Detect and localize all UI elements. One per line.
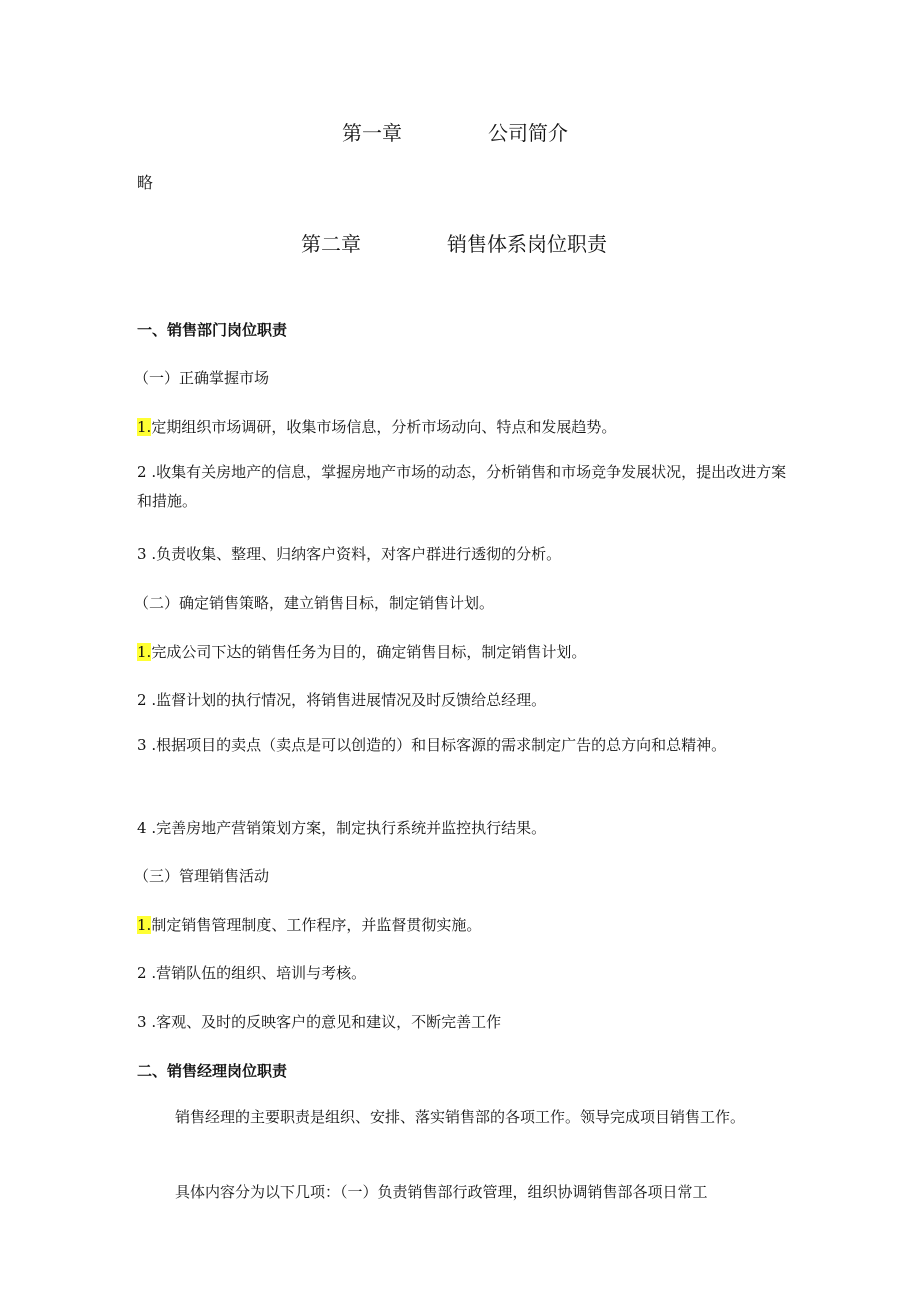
item-text: 完成公司下达的销售任务为目的，确定销售目标，制定销售计划。 [151,643,587,661]
list-item [137,689,546,710]
section-1-heading: 一、销售部门岗位职责 [137,321,288,339]
list-item [137,914,481,935]
item-text: .根据项目的卖点（卖点是可以创造的）和目标客源的需求制定广告的总方向和总精神。 [146,736,727,754]
item-text: .客观、及时的反映客户的意见和建议，不断完善工作 [146,1013,502,1031]
item-number: 2 [137,691,147,709]
list-item [137,817,546,838]
item-text: .收集有关房地产的信息，掌握房地产市场的动态，分析销售和市场竞争发展状况，提出改进方案和措施。 [137,463,787,510]
subsection-1-title: （一）正确掌握市场 [134,369,270,387]
subsection-3-title: （三）管理销售活动 [134,867,270,885]
chapter-1-title: 公司简介 [488,121,568,145]
chapter-2-title: 销售体系岗位职责 [447,232,607,256]
list-item [137,1011,501,1032]
item-text: .负责收集、整理、归纳客户资料，对客户群进行透彻的分析。 [146,545,562,563]
chapter-1-heading [342,117,568,146]
chapter-1-summary: 略 [137,173,154,192]
item-number: 2 [137,463,147,481]
section-2-paragraph-1: 销售经理的主要职责是组织、安排、落实销售部的各项工作。领导完成项目销售工作。 [175,1108,746,1126]
item-number: 2 [137,964,147,982]
item-number-highlight: 1. [137,643,152,661]
item-text: 制定销售管理制度、工作程序，并监督贯彻实施。 [151,916,482,934]
item-text: .监督计划的执行情况，将销售进展情况及时反馈给总经理。 [146,691,547,709]
section-2-paragraph-2: 具体内容分为以下几项：（一）负责销售部行政管理，组织协调销售部各项日常工 [175,1183,708,1201]
item-number: 4 [137,819,147,837]
item-text: .营销队伍的组织、培训与考核。 [146,964,367,982]
item-text: 定期组织市场调研，收集市场信息，分析市场动向、特点和发展趋势。 [151,418,617,436]
subsection-2-title: （二）确定销售策略，建立销售目标，制定销售计划。 [134,594,495,612]
list-item [137,458,787,516]
item-text: .完善房地产营销策划方案，制定执行系统并监控执行结果。 [146,819,547,837]
list-item [137,543,561,564]
list-item [137,731,787,760]
item-number: 3 [137,545,147,563]
list-item [137,416,616,437]
item-number-highlight: 1. [137,916,152,934]
item-number-highlight: 1. [137,418,152,436]
chapter-2-number: 第二章 [301,232,361,256]
section-2-heading: 二、销售经理岗位职责 [137,1062,288,1080]
item-number: 3 [137,1013,147,1031]
chapter-1-number: 第一章 [342,121,402,145]
list-item [137,962,366,983]
list-item [137,641,586,662]
item-number: 3 [137,736,147,754]
chapter-2-heading [301,228,607,257]
